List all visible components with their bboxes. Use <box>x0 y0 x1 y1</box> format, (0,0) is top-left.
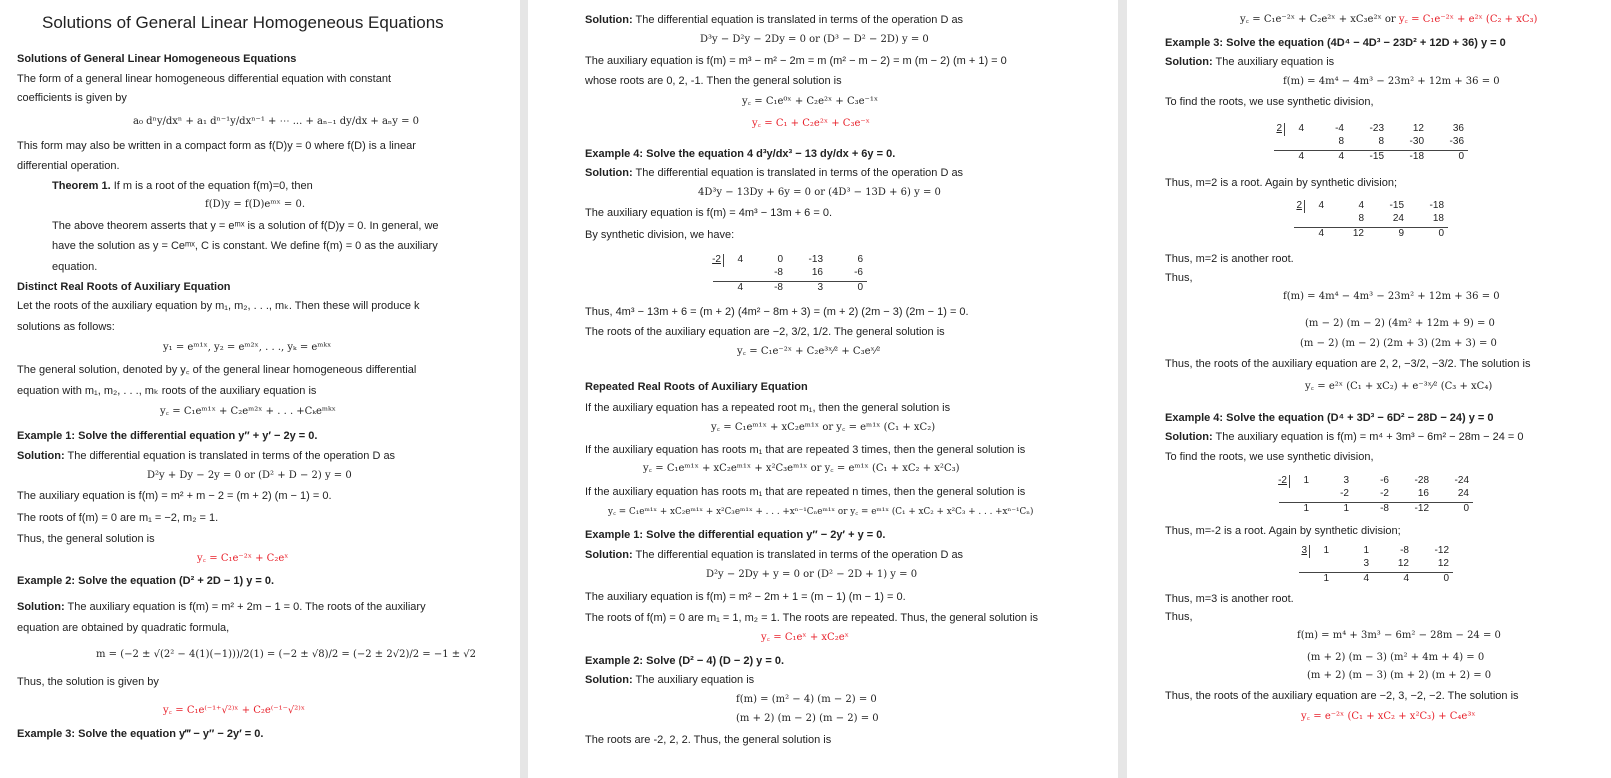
intro-text: coefficients is given by <box>17 92 127 104</box>
assert-text: equation. <box>52 261 98 273</box>
synthetic-cell: 0 <box>1438 228 1444 239</box>
solution-line <box>585 13 963 27</box>
synthetic-cell: -8 <box>774 282 783 293</box>
solution-text: The auxiliary equation is f(m) = m⁴ + 3m³ − 6m² − 28m − 24 = 0 <box>1215 431 1524 443</box>
synthetic-root: 2 <box>1296 200 1302 211</box>
solution-label: Solution: <box>585 549 633 561</box>
synthetic-cell: 4 <box>737 254 743 265</box>
general-solution-equation: y꜀ = C₁eᵐ¹ˣ + C₂eᵐ²ˣ + . . . +Cₖeᵐᵏˣ <box>160 406 336 417</box>
example-1-answer: y꜀ = C₁e⁻²ˣ + C₂eˣ <box>197 553 289 564</box>
top-solution <box>1240 13 1537 27</box>
synthetic-cell: 24 <box>1457 488 1469 499</box>
solution-text: The differential equation is translated in terms of the operation D as <box>635 14 964 26</box>
repeated-equation: y꜀ = C₁eᵐ¹ˣ + xC₂eᵐ¹ˣ or y꜀ = eᵐ¹ˣ (C₁ + xC₂) <box>711 422 936 433</box>
synthetic-sum-line <box>1279 502 1473 503</box>
example-4-roots: Thus, the roots of the auxiliary equation are −2, 3, −2, −2. The solution is <box>1165 690 1519 702</box>
synthetic-sum-line <box>1294 227 1448 228</box>
synthetic-cell: -2 <box>1380 488 1389 499</box>
theorem-text: If m is a root of the equation f(m)=0, then <box>113 180 313 192</box>
solution-text: The auxiliary equation is f(m) = m² + 2m − 1 = 0. The roots of the auxiliary <box>67 601 426 613</box>
repeated-text: If the auxiliary equation has roots m₁ that are repeated n times, then the general solution is <box>585 486 1026 498</box>
example-2-text: equation are obtained by quadratic formula, <box>17 622 230 634</box>
synthetic-cell: 12 <box>1352 228 1364 239</box>
example-1-thus: Thus, the general solution is <box>17 533 155 545</box>
example-3-factor: f(m) = 4m⁴ − 4m³ − 23m² + 12m + 36 = 0 <box>1283 291 1500 302</box>
example-1-aux: The auxiliary equation is f(m) = m² + m − 2 = (m + 2) (m − 1) = 0. <box>17 490 332 502</box>
solution-text: The differential equation is translated in terms of the operation D as <box>635 549 964 561</box>
synthetic-division-table <box>1299 545 1489 587</box>
synthetic-cell: 6 <box>857 254 863 265</box>
synthetic-root: -2 <box>712 254 721 265</box>
theorem-1 <box>52 179 313 193</box>
general-solution-answer: y꜀ = C₁ + C₂e²ˣ + C₃e⁻ˣ <box>752 118 870 129</box>
synthetic-cell: -8 <box>1380 503 1389 514</box>
repeated-example-1-solution <box>585 548 963 562</box>
general-solution: y꜀ = C₁e⁰ˣ + C₂e²ˣ + C₃e⁻¹ˣ <box>742 96 879 107</box>
repeated-example-2-roots: The roots are -2, 2, 2. Thus, the general solution is <box>585 734 832 746</box>
synthetic-cell: -2 <box>1340 488 1349 499</box>
example-1-equation: D²y + Dy − 2y = 0 or (D² + D − 2) y = 0 <box>147 470 352 481</box>
example-4-find: To find the roots, we use synthetic division, <box>1165 451 1374 463</box>
example-3-find: To find the roots, we use synthetic division, <box>1165 96 1374 108</box>
repeated-text: If the auxiliary equation has roots m₁ that are repeated 3 times, then the general solution is <box>585 444 1026 456</box>
synthetic-cell: -6 <box>1380 475 1389 486</box>
compact-form-text: differential operation. <box>17 160 120 172</box>
synthetic-cell: -18 <box>1429 200 1444 211</box>
synthetic-division-table <box>1279 475 1519 517</box>
synthetic-cell: -13 <box>808 254 823 265</box>
solution-label: Solution: <box>585 167 633 179</box>
synthetic-cell: 12 <box>1412 123 1424 134</box>
synthetic-cell: 9 <box>1398 228 1404 239</box>
synthetic-cell: 0 <box>1463 503 1469 514</box>
synthetic-cell: 1 <box>1303 475 1309 486</box>
solutions-equation: y₁ = eᵐ¹ˣ, y₂ = eᵐ²ˣ, . . ., yₖ = eᵐᵏˣ <box>163 342 332 353</box>
synthetic-sum-line <box>1299 572 1453 573</box>
synthetic-cell: 4 <box>1298 151 1304 162</box>
synthetic-cell: 8 <box>1378 136 1384 147</box>
synthetic-root: 2 <box>1276 123 1282 134</box>
synthetic-cell: -15 <box>1389 200 1404 211</box>
solution-label: Solution: <box>17 601 65 613</box>
synthetic-sum-line <box>713 281 867 282</box>
synthetic-cell: 3 <box>817 282 823 293</box>
example-4-thus: Thus, m=-2 is a root. Again by synthetic division; <box>1165 525 1401 537</box>
example-3-thus: Thus, m=2 is another root. <box>1165 253 1294 265</box>
repeated-example-1-roots: The roots of f(m) = 0 are m₁ = 1, m₂ = 1. The roots are repeated. Thus, the general solution is <box>585 612 1038 624</box>
synthetic-cell: 1 <box>1323 545 1329 556</box>
solution-text: The differential equation is translated in terms of the operation D as <box>67 450 396 462</box>
equation: D³y − D²y − 2Dy = 0 or (D³ − D² − 2D) y = 0 <box>700 34 929 45</box>
factorization: Thus, 4m³ − 13m + 6 = (m + 2) (4m² − 8m + 3) = (m + 2) (2m − 3) (2m − 1) = 0. <box>585 306 969 318</box>
example-4-heading: Example 4: Solve the equation (D⁴ + 3D³ − 6D² − 28D − 24) y = 0 <box>1165 412 1494 424</box>
synthetic-cell: 0 <box>1443 573 1449 584</box>
synthetic-cell: 24 <box>1392 213 1404 224</box>
example-2-thus: Thus, the solution is given by <box>17 676 159 688</box>
page-1 <box>0 0 520 778</box>
aux-equation: The auxiliary equation is f(m) = m³ − m² − 2m = m (m² − m − 2) = m (m − 2) (m + 1) = 0 <box>585 55 1007 67</box>
top-solution-answer: y꜀ = C₁e⁻²ˣ + e²ˣ (C₂ + xC₃) <box>1398 14 1538 25</box>
synthetic-cell: 0 <box>857 282 863 293</box>
example-4-equation: 4D³y − 13Dy + 6y = 0 or (4D³ − 13D + 6) y = 0 <box>698 187 941 198</box>
synthetic-cell: -4 <box>1335 123 1344 134</box>
synthetic-cell: 12 <box>1397 558 1409 569</box>
synthetic-cell: 4 <box>737 282 743 293</box>
synthetic-cell: 4 <box>1318 228 1324 239</box>
solution-label: Solution: <box>17 450 65 462</box>
synthetic-cell: -8 <box>774 267 783 278</box>
general-solution-text: equation with m₁, m₂, . . ., mₖ roots of the auxiliary equation is <box>17 385 317 397</box>
synthetic-cell: 16 <box>811 267 823 278</box>
example-4-heading: Example 4: Solve the equation 4 d³y/dx³ − 13 dy/dx + 6y = 0. <box>585 148 896 160</box>
synthetic-root: 3 <box>1301 545 1307 556</box>
synthetic-cell: 3 <box>1363 558 1369 569</box>
distinct-text: Let the roots of the auxiliary equation by m₁, m₂, . . ., mₖ. Then these will produce k <box>17 300 420 312</box>
example-4-answer: y꜀ = C₁e⁻²ˣ + C₂e³ˣ⁄² + C₃eˣ⁄² <box>737 346 881 357</box>
repeated-example-1-answer: y꜀ = C₁eˣ + xC₂eˣ <box>761 632 849 643</box>
example-3-heading: Example 3: Solve the equation (4D⁴ − 4D³ − 23D² + 12D + 36) y = 0 <box>1165 37 1506 49</box>
example-3-thus: Thus, <box>1165 272 1193 284</box>
example-1-heading: Example 1: Solve the differential equation y″ + y′ − 2y = 0. <box>17 430 318 442</box>
synthetic-cell: 1 <box>1323 573 1329 584</box>
synthetic-cell: 4 <box>1363 573 1369 584</box>
example-3-heading: Example 3: Solve the equation y‴ − y″ − 2y′ = 0. <box>17 728 264 740</box>
assert-text: have the solution as y = Ceᵐˣ, C is constant. We define f(m) = 0 as the auxiliary <box>52 240 438 252</box>
example-2-answer: y꜀ = C₁e⁽⁻¹⁺√²⁾ˣ + C₂e⁽⁻¹⁻√²⁾ˣ <box>163 705 305 716</box>
example-3-factor: (m − 2) (m − 2) (4m² + 12m + 9) = 0 <box>1305 318 1495 329</box>
synthetic-division-table <box>713 254 913 296</box>
section-heading: Solutions of General Linear Homogeneous Equations <box>17 53 297 65</box>
synthetic-cell: -28 <box>1414 475 1429 486</box>
example-4-factor: (m + 2) (m − 3) (m + 2) (m + 2) = 0 <box>1307 670 1492 681</box>
synthetic-cell: -12 <box>1434 545 1449 556</box>
example-3-thus: Thus, m=2 is a root. Again by synthetic division; <box>1165 177 1398 189</box>
example-2-heading: Example 2: Solve the equation (D² + 2D − 1) y = 0. <box>17 575 275 587</box>
synthetic-cell: -24 <box>1454 475 1469 486</box>
roots-text: whose roots are 0, 2, -1. Then the general solution is <box>585 75 842 87</box>
example-1-solution <box>17 449 395 463</box>
synthetic-cell: 36 <box>1452 123 1464 134</box>
general-equation: a₀ dⁿy/dxⁿ + a₁ dⁿ⁻¹y/dxⁿ⁻¹ + ⋯ ... + aₙ₋₁ dy/dx + aₙy = 0 <box>133 116 420 127</box>
solution-text: The auxiliary equation is <box>1215 56 1335 68</box>
example-3-roots: Thus, the roots of the auxiliary equation are 2, 2, −3/2, −3/2. The solution is <box>1165 358 1531 370</box>
solution-label: Solution: <box>1165 431 1213 443</box>
synthetic-cell: 3 <box>1343 475 1349 486</box>
example-4-aux: The auxiliary equation is f(m) = 4m³ − 13m + 6 = 0. <box>585 207 833 219</box>
synthetic-cell: -23 <box>1369 123 1384 134</box>
synthetic-cell: 0 <box>1458 151 1464 162</box>
solution-label: Solution: <box>585 674 633 686</box>
synthetic-cell: 4 <box>1358 200 1364 211</box>
synthetic-cell: -8 <box>1400 545 1409 556</box>
example-4-factor: f(m) = m⁴ + 3m³ − 6m² − 28m − 24 = 0 <box>1297 630 1501 641</box>
repeated-example-2-equation: f(m) = (m² − 4) (m − 2) = 0 <box>736 694 877 705</box>
solution-text: The differential equation is translated in terms of the operation D as <box>635 167 964 179</box>
synthetic-division-table <box>1274 123 1514 165</box>
synthetic-cell: 16 <box>1417 488 1429 499</box>
synthetic-cell: 4 <box>1403 573 1409 584</box>
example-1-roots: The roots of f(m) = 0 are m₁ = −2, m₂ = 1. <box>17 512 219 524</box>
synthetic-cell: 4 <box>1298 123 1304 134</box>
example-3-solution <box>1165 55 1334 69</box>
example-4-thus: Thus, <box>1165 611 1193 623</box>
repeated-example-2-heading: Example 2: Solve (D² − 4) (D − 2) y = 0. <box>585 655 784 667</box>
page-title: Solutions of General Linear Homogeneous Equations <box>42 13 444 32</box>
page-2 <box>528 0 1118 778</box>
general-solution-text: The general solution, denoted by y꜀ of the general linear homogeneous differential <box>17 364 417 376</box>
distinct-text: solutions as follows: <box>17 321 115 333</box>
synthetic-cell: 4 <box>1318 200 1324 211</box>
synthetic-root: -2 <box>1278 475 1287 486</box>
solution-label: Solution: <box>585 14 633 26</box>
repeated-example-1-equation: D²y − 2Dy + y = 0 or (D² − 2D + 1) y = 0 <box>706 569 918 580</box>
assert-text: The above theorem asserts that y = eᵐˣ is a solution of f(D)y = 0. In general, we <box>52 220 439 232</box>
synthetic-cell: 4 <box>1338 151 1344 162</box>
synthetic-cell: 0 <box>777 254 783 265</box>
synthetic-cell: 8 <box>1358 213 1364 224</box>
example-4-solution <box>1165 430 1523 444</box>
synthetic-division-label: By synthetic division, we have: <box>585 229 735 241</box>
example-4-thus: Thus, m=3 is another root. <box>1165 593 1294 605</box>
example-3-answer: y꜀ = e²ˣ (C₁ + xC₂) + e⁻³ˣ⁄² (C₃ + xC₄) <box>1305 381 1493 392</box>
repeated-example-1-aux: The auxiliary equation is f(m) = m² − 2m + 1 = (m − 1) (m − 1) = 0. <box>585 591 906 603</box>
repeated-roots-heading: Repeated Real Roots of Auxiliary Equation <box>585 381 808 393</box>
theorem-label: Theorem 1. <box>52 180 111 192</box>
synthetic-sum-line <box>1274 150 1468 151</box>
repeated-text: If the auxiliary equation has a repeated root m₁, then the general solution is <box>585 402 951 414</box>
synthetic-division-table <box>1294 200 1484 242</box>
solution-text: The auxiliary equation is <box>635 674 755 686</box>
compact-form-text: This form may also be written in a compact form as f(D)y = 0 where f(D) is a linear <box>17 140 416 152</box>
top-solution-left: y꜀ = C₁e⁻²ˣ + C₂e²ˣ + xC₃e²ˣ or <box>1240 14 1396 25</box>
repeated-example-2-equation: (m + 2) (m − 2) (m − 2) = 0 <box>736 713 879 724</box>
example-3-factor: (m − 2) (m − 2) (2m + 3) (2m + 3) = 0 <box>1300 338 1497 349</box>
synthetic-cell: 1 <box>1303 503 1309 514</box>
example-2-solution <box>17 600 426 614</box>
synthetic-cell: -12 <box>1414 503 1429 514</box>
repeated-example-1-heading: Example 1: Solve the differential equation y″ − 2y′ + y = 0. <box>585 529 886 541</box>
synthetic-cell: 1 <box>1343 503 1349 514</box>
synthetic-cell: 1 <box>1363 545 1369 556</box>
synthetic-cell: 12 <box>1437 558 1449 569</box>
repeated-example-2-solution <box>585 673 754 687</box>
repeated-equation: y꜀ = C₁eᵐ¹ˣ + xC₂eᵐ¹ˣ + x²C₃eᵐ¹ˣ + . . . +xⁿ⁻¹Cₙeᵐ¹ˣ or y꜀ = eᵐ¹ˣ (C₁ + xC₂ + x²C₃ + . . . +xⁿ⁻¹Cₙ) <box>608 507 1034 517</box>
quadratic-formula: m = (−2 ± √(2² − 4(1)(−1)))/2(1) = (−2 ± √8)/2 = (−2 ± 2√2)/2 = −1 ± √2 <box>96 649 477 660</box>
intro-text: The form of a general linear homogeneous differential equation with constant <box>17 73 392 85</box>
synthetic-cell: -36 <box>1449 136 1464 147</box>
example-4-solution <box>585 166 963 180</box>
synthetic-cell: -6 <box>854 267 863 278</box>
synthetic-cell: 8 <box>1338 136 1344 147</box>
example-4-roots: The roots of the auxiliary equation are −2, 3/2, 1/2. The general solution is <box>585 326 945 338</box>
repeated-equation: y꜀ = C₁eᵐ¹ˣ + xC₂eᵐ¹ˣ + x²C₃eᵐ¹ˣ or y꜀ = eᵐ¹ˣ (C₁ + xC₂ + x²C₃) <box>643 463 960 474</box>
synthetic-cell: -15 <box>1369 151 1384 162</box>
example-3-aux: f(m) = 4m⁴ − 4m³ − 23m² + 12m + 36 = 0 <box>1283 76 1500 87</box>
synthetic-cell: -18 <box>1409 151 1424 162</box>
example-4-factor: (m + 2) (m − 3) (m² + 4m + 4) = 0 <box>1307 652 1485 663</box>
page-3 <box>1127 0 1611 778</box>
example-4-answer: y꜀ = e⁻²ˣ (C₁ + xC₂ + x²C₃) + C₄e³ˣ <box>1301 711 1476 722</box>
theorem-equation: f(D)y = f(D)eᵐˣ = 0. <box>205 199 305 210</box>
synthetic-cell: 18 <box>1432 213 1444 224</box>
synthetic-cell: -30 <box>1409 136 1424 147</box>
distinct-roots-heading: Distinct Real Roots of Auxiliary Equation <box>17 281 231 293</box>
solution-label: Solution: <box>1165 56 1213 68</box>
